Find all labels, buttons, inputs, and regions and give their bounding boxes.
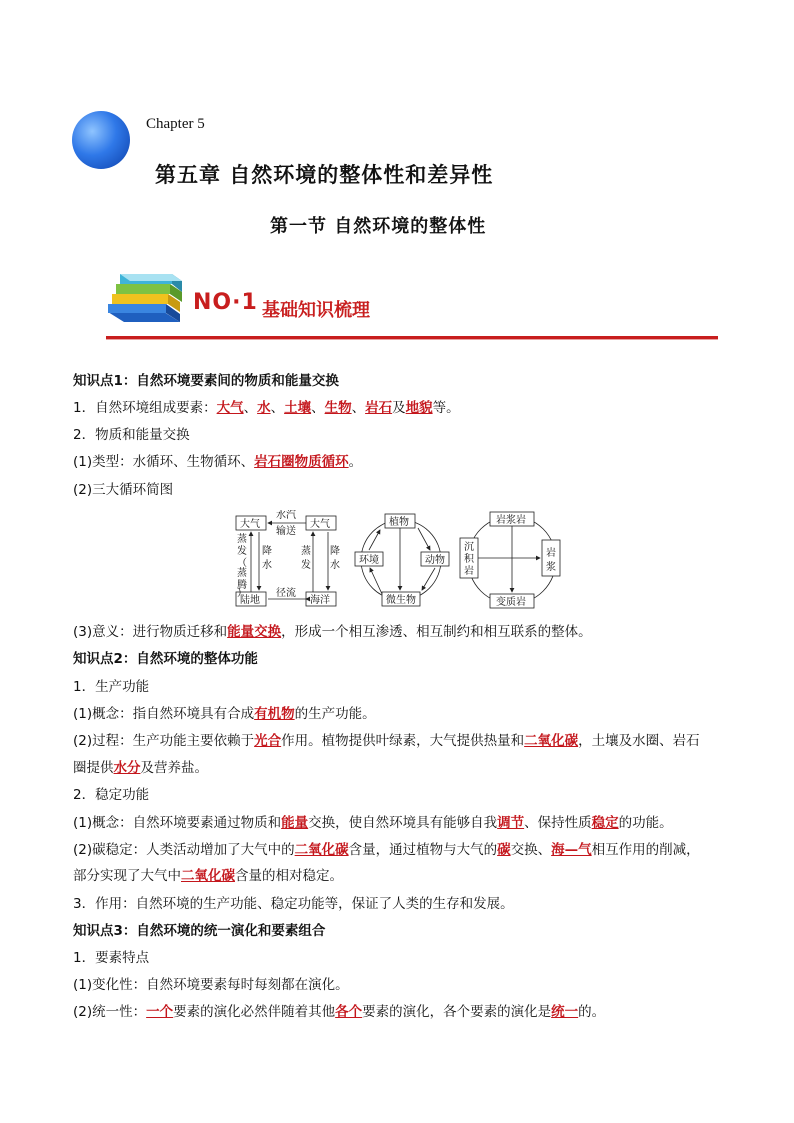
kp2-line6: (1)概念：自然环境要素通过物质和能量交换，使自然环境具有能够自我调节、保持性质稳定的功能。	[73, 815, 673, 831]
label-chenjiyan-2: 积	[464, 554, 474, 565]
key-yanshiquan: 岩石圈物质循环	[254, 454, 349, 470]
kp1-line1: 1．自然环境组成要素：大气、水、土壤、生物、岩石及地貌等。	[73, 400, 460, 416]
banner-title: 基础知识梳理	[262, 300, 370, 321]
kp2-line1: 1．生产功能	[73, 679, 150, 695]
label-zhengfa-left-4: 蒸	[237, 568, 247, 579]
label-yanjiang-1: 岩	[546, 548, 556, 559]
label-zhiwu: 植物	[389, 517, 409, 528]
label-chenjiyan-3: 岩	[464, 566, 474, 577]
key-daqi: 大气	[216, 400, 244, 416]
label-dongwu: 动物	[425, 555, 445, 566]
key-tongyi: 统一	[551, 1004, 579, 1020]
label-huanjing: 环境	[359, 555, 379, 566]
key-turang: 土壤	[284, 400, 312, 416]
books-icon	[104, 268, 184, 326]
kp2-line9: 3．作用：自然环境的生产功能、稳定功能等，保证了人类的生存和发展。	[73, 896, 514, 912]
three-cycles-diagram	[232, 510, 588, 610]
label-daqi-right: 大气	[310, 519, 330, 530]
label-jiangshui-right-2: 水	[330, 560, 340, 571]
label-weishengwu: 微生物	[386, 595, 416, 606]
label-zhengfa-left-1: 蒸	[237, 534, 247, 545]
key-eryanghuatan-3: 二氧化碳	[181, 868, 235, 884]
key-shui: 水	[257, 400, 271, 416]
label-yanjiang-2: 浆	[546, 562, 556, 573]
kp3-line1: 1．要素特点	[73, 950, 150, 966]
kp2-line5: 2．稳定功能	[73, 787, 150, 803]
section-title: 第一节 自然环境的整体性	[270, 216, 487, 237]
key-guanghe: 光合	[254, 733, 282, 749]
label-jiangshui-left-1: 降	[262, 546, 272, 557]
globe-icon	[72, 111, 130, 169]
label-zhengfa-left-3: （	[237, 558, 247, 569]
kp1-line2: 2．物质和能量交换	[73, 427, 190, 443]
chapter-label: Chapter 5	[146, 116, 205, 132]
key-yanshi: 岩石	[365, 400, 393, 416]
key-dimao: 地貌	[405, 400, 433, 416]
rock-cycle	[460, 512, 560, 608]
key-eryanghuatan: 二氧化碳	[524, 733, 579, 749]
key-youjiwu: 有机物	[254, 706, 295, 722]
banner-divider-shadow	[106, 339, 718, 340]
kp2-line2: (1)概念：指自然环境具有合成有机物的生产功能。	[73, 706, 376, 722]
banner-number: NO·1	[193, 290, 258, 315]
label-chenjiyan-1: 沉	[464, 542, 474, 553]
label-zhengfa-right-1: 蒸	[301, 546, 311, 557]
label-zhengfa-right-2: 发	[301, 560, 311, 571]
key-nengliangjiaohuan: 能量交换	[227, 624, 282, 640]
key-eryanghuatan-2: 二氧化碳	[294, 842, 349, 858]
kp2-line4: 圈提供水分及营养盐。	[73, 760, 208, 776]
kp3-line2: (1)变化性：自然环境要素每时每刻都在演化。	[73, 977, 349, 993]
kp1-line3: (1)类型：水循环、生物循环、岩石圈物质循环。	[73, 454, 363, 470]
kp2-line3: (2)过程：生产功能主要依赖于光合作用。植物提供叶绿素，大气提供热量和二氧化碳，土壤及水圈、岩石	[73, 733, 700, 749]
kp2-line7: (2)碳稳定：人类活动增加了大气中的二氧化碳含量，通过植物与大气的碳交换、海—气相互作用的削减，	[73, 842, 700, 858]
label-yanjiangyan: 岩浆岩	[496, 515, 526, 526]
kp3-line3: (2)统一性：一个要素的演化必然伴随着其他各个要素的演化，各个要素的演化是统一的。	[73, 1004, 606, 1020]
key-nengliang: 能量	[281, 815, 309, 831]
label-shuiqi: 水汽	[276, 510, 296, 521]
label-zhengfa-left-5: 腾	[237, 580, 247, 591]
kp1-line4: (2)三大循环简图	[73, 482, 174, 498]
label-jingliu: 径流	[276, 588, 296, 599]
label-haiyang: 海洋	[310, 595, 330, 606]
label-zhengfa-left-6: ）	[237, 588, 247, 599]
key-shengwu: 生物	[324, 400, 352, 416]
label-bianzhiyan: 变质岩	[496, 597, 526, 608]
label-zhengfa-left-2: 发	[237, 546, 247, 557]
kp1-title: 知识点1：自然环境要素间的物质和能量交换	[73, 373, 339, 389]
label-daqi-left: 大气	[240, 519, 260, 530]
key-haiqi: 海—气	[551, 842, 592, 858]
key-tan: 碳	[497, 842, 511, 858]
kp2-title: 知识点2：自然环境的整体功能	[73, 651, 258, 667]
label-jiangshui-right-1: 降	[330, 546, 340, 557]
key-tiaojie: 调节	[497, 815, 525, 831]
key-gege: 各个	[335, 1004, 363, 1020]
chapter-title: 第五章 自然环境的整体性和差异性	[155, 163, 494, 187]
label-jiangshui-left-2: 水	[262, 560, 272, 571]
kp1-line5: (3)意义：进行物质迁移和能量交换，形成一个相互渗透、相互制约和相互联系的整体。	[73, 624, 592, 640]
key-shuifen: 水分	[113, 760, 141, 776]
key-wending: 稳定	[591, 815, 619, 831]
kp2-line8: 部分实现了大气中二氧化碳含量的相对稳定。	[73, 868, 343, 884]
label-shusong: 输送	[276, 526, 296, 537]
key-yige: 一个	[146, 1004, 174, 1020]
kp3-title: 知识点3：自然环境的统一演化和要素组合	[73, 923, 326, 939]
label-ludi: 陆地	[240, 595, 260, 606]
